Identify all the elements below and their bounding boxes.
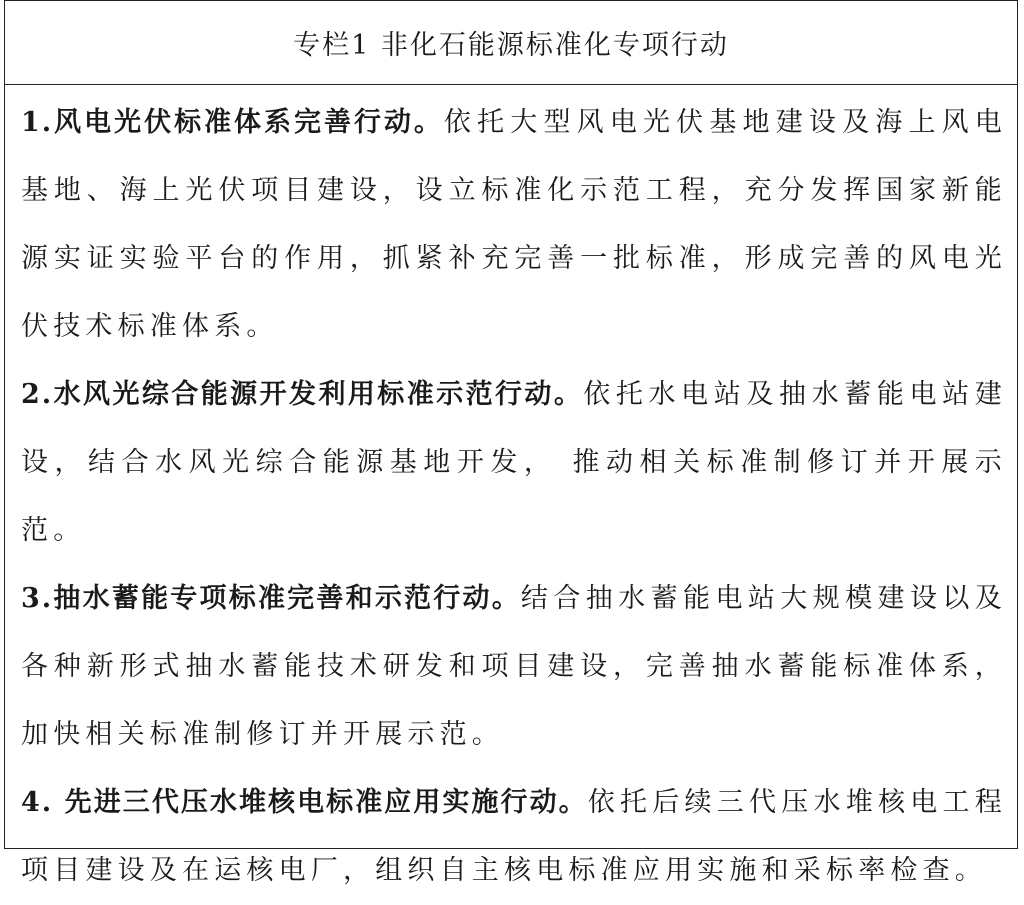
action-item-heading: 2.水风光综合能源开发利用标准示范行动。	[21, 379, 584, 410]
action-item-heading: 3.抽水蓄能专项标准完善和示范行动。	[21, 583, 521, 614]
action-item-2	[21, 361, 1007, 565]
action-item-body: 依托后续三代压水堆核电工程项目建设及在运核电厂，组织自主核电标准应用实施和采标率检查。	[21, 787, 1007, 886]
action-item-1	[21, 89, 1007, 361]
action-item-heading: 1.风电光伏标准体系完善行动。	[21, 107, 444, 138]
action-item-body: 结合抽水蓄能电站大规模建设以及各种新形式抽水蓄能技术研发和项目建设，完善抽水蓄能标准体系，加快相关标准制修订并开展示范。	[21, 583, 1007, 750]
action-item-body: 依托大型风电光伏基地建设及海上风电基地、海上光伏项目建设，设立标准化示范工程，充分发挥国家新能源实证实验平台的作用，抓紧补充完善一批标准，形成完善的风电光伏技术标准体系。	[21, 107, 1008, 342]
column-title-text: 专栏1 非化石能源标准化专项行动	[293, 30, 729, 61]
action-item-heading: 4. 先进三代压水堆核电标准应用实施行动。	[21, 787, 588, 818]
column-title	[5, 1, 1017, 85]
column-box	[4, 0, 1018, 886]
action-item-3	[21, 565, 1007, 769]
column-content	[5, 85, 1017, 905]
action-item-4	[21, 769, 1007, 905]
action-item-body: 依托水电站及抽水蓄能电站建设，结合水风光综合能源基地开发， 推动相关标准制修订并开展示范。	[21, 379, 1007, 546]
